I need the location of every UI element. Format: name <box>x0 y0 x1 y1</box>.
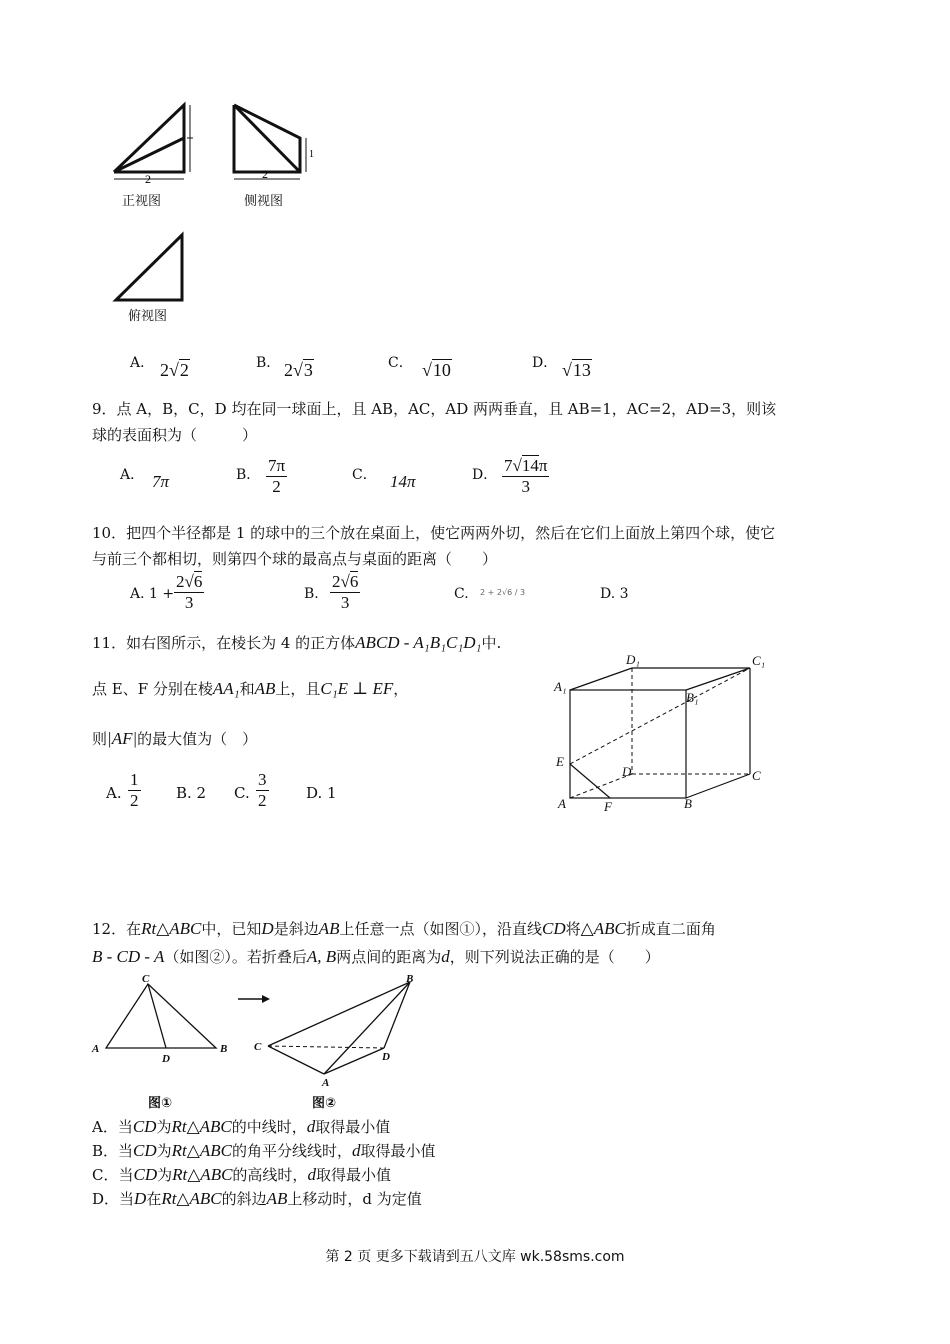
q9-option-c-value: 14π <box>390 472 416 491</box>
front-view-label: 正视图 <box>122 194 162 209</box>
side-view <box>234 105 306 179</box>
q10-line2: 与前三个都相切，则第四个球的最高点与桌面的距离（ ） <box>92 550 498 568</box>
q10-option-b-value: $\frac{2√6}{3}$ <box>332 572 359 612</box>
q10-option-a-value: $\frac{2√6}{3}$ <box>176 572 203 612</box>
q10-option-a-letter: A. 1 + <box>130 586 175 602</box>
q10-option-d: D. 3 <box>600 586 629 602</box>
edge-b-c <box>686 774 750 798</box>
q8-option-b-letter: B． <box>256 355 281 371</box>
q9-option-b-value: $\frac{7\pi}{2}$ <box>268 456 286 496</box>
fig2-label-a: A <box>322 1077 330 1089</box>
label-a1: A₁ <box>554 679 567 694</box>
segment-e-f <box>570 764 610 798</box>
label-c: C <box>752 768 761 783</box>
figure-2-hidden-cd <box>268 1046 384 1048</box>
q11-line3: 则|AF|的最大值为（ ） <box>92 729 258 748</box>
top-view <box>116 235 182 300</box>
label-e: E <box>556 754 564 769</box>
q12-options <box>92 1116 692 1216</box>
q9-option-b-letter: B． <box>236 467 261 483</box>
q11-option-a-value: $\frac{1}{2}$ <box>130 770 139 810</box>
q8-option-a-letter: A． <box>130 355 155 371</box>
q9-line1: 9．点 A，B，C，D 均在同一球面上，且 AB，AC，AD 两两垂直，且 AB=1，AC=2，AD=3，则该 <box>92 400 777 418</box>
q12-option-a: A．当CD为Rt△ABC的中线时，d取得最小值 <box>92 1117 391 1136</box>
figure-1 <box>106 984 216 1048</box>
q11-option-d: D. 1 <box>306 784 337 802</box>
q8-options <box>130 352 610 382</box>
q12-option-b: B．当CD为Rt△ABC的角平分线线时，d取得最小值 <box>92 1141 436 1160</box>
q11-line1: 11．如右图所示，在棱长为 4 的正方体ABCD - A₁B₁C₁D₁中. <box>92 633 502 652</box>
q12-line2: B - CD - A（如图②）。若折叠后A, B两点间的距离为d，则下列说法正确的是（ ） <box>92 947 660 966</box>
q9-option-c-letter: C． <box>352 467 377 483</box>
label-c1: C₁ <box>752 653 766 668</box>
edge-a1-d1 <box>570 668 632 690</box>
figure-1-label: 图① <box>148 1096 173 1111</box>
q11-option-c-value: $\frac{3}{2}$ <box>258 770 267 810</box>
q10-option-b-letter: B. <box>304 586 319 602</box>
q10-line1: 10．把四个半径都是 1 的球中的三个放在桌面上，使它两两外切，然后在它们上面放上第四个球，使它 <box>92 524 776 542</box>
fig2-label-b: B <box>406 973 414 985</box>
q8-option-b-value: 2√3 <box>284 360 313 380</box>
three-view-drawing <box>100 95 330 325</box>
q12-line1: 12．在Rt△ABC中，已知D是斜边AB上任意一点（如图①），沿直线CD将△ABC折成直二面角 <box>92 919 716 938</box>
q8-option-d-value: √13 <box>562 360 591 380</box>
label-f: F <box>604 799 612 814</box>
label-d: D <box>622 764 632 779</box>
q8-option-a-value: 2√2 <box>160 360 189 380</box>
q11-options <box>106 770 366 818</box>
figure-2-label: 图② <box>312 1096 337 1111</box>
front-view-dimension: 2 <box>145 172 151 186</box>
side-view-height: 1 <box>309 149 314 160</box>
page-footer: 第 2 页 更多下载请到五八文库 wk.58sms.com <box>325 1249 625 1265</box>
fig2-label-c: C <box>254 1041 262 1053</box>
side-view-dimension: 2 <box>262 167 268 181</box>
q11-option-a-letter: A. <box>106 784 122 802</box>
cube-front-face <box>570 690 686 798</box>
q8-option-d-letter: D． <box>532 355 558 371</box>
q12-option-d: D．当D在Rt△ABC的斜边AB上移动时，d 为定值 <box>92 1189 422 1208</box>
q9-options <box>120 456 580 508</box>
q11-cube-name: ABCD - A₁B₁C₁D₁ <box>355 633 482 652</box>
q11-option-c-letter: C. <box>234 784 250 802</box>
hidden-segment-e-c1 <box>570 668 750 764</box>
fig2-label-d: D <box>382 1051 390 1063</box>
label-d1: D₁ <box>626 652 640 667</box>
label-a: A <box>558 796 566 811</box>
q10-options <box>130 572 650 618</box>
fig1-label-a: A <box>92 1043 100 1055</box>
fig1-label-c: C <box>142 973 150 985</box>
q9-option-a-value: 7π <box>152 472 170 491</box>
folding-figures <box>88 970 428 1110</box>
q8-option-c-letter: C． <box>388 355 413 371</box>
top-view-label: 俯视图 <box>128 309 168 324</box>
cube-figure <box>548 650 778 820</box>
q12-option-c: C．当CD为Rt△ABC的高线时，d取得最小值 <box>92 1165 391 1184</box>
label-b1: B₁ <box>686 690 699 705</box>
q11-option-b: B. 2 <box>176 784 207 802</box>
q9-option-d-letter: D． <box>472 467 498 483</box>
edge-b1-c1 <box>686 668 750 690</box>
front-view <box>114 105 193 179</box>
q9-line2: 球的表面积为（ ） <box>92 426 258 444</box>
q9-option-d-value: $\frac{7√14\pi}{3}$ <box>504 456 548 496</box>
q10-option-c-letter: C. <box>454 586 469 602</box>
fig1-label-d: D <box>162 1053 170 1065</box>
q9-option-a-letter: A． <box>120 467 145 483</box>
q8-option-c-value: √10 <box>422 360 451 380</box>
arrow <box>238 995 270 1003</box>
label-b: B <box>684 796 692 811</box>
fig1-label-b: B <box>220 1043 228 1055</box>
q10-option-c-value: 2 + 2√6 / 3 <box>480 588 526 597</box>
q11-line2: 点 E、F 分别在棱AA₁和AB上，且C₁E ⊥ EF， <box>92 679 409 698</box>
side-view-label: 侧视图 <box>244 194 284 209</box>
